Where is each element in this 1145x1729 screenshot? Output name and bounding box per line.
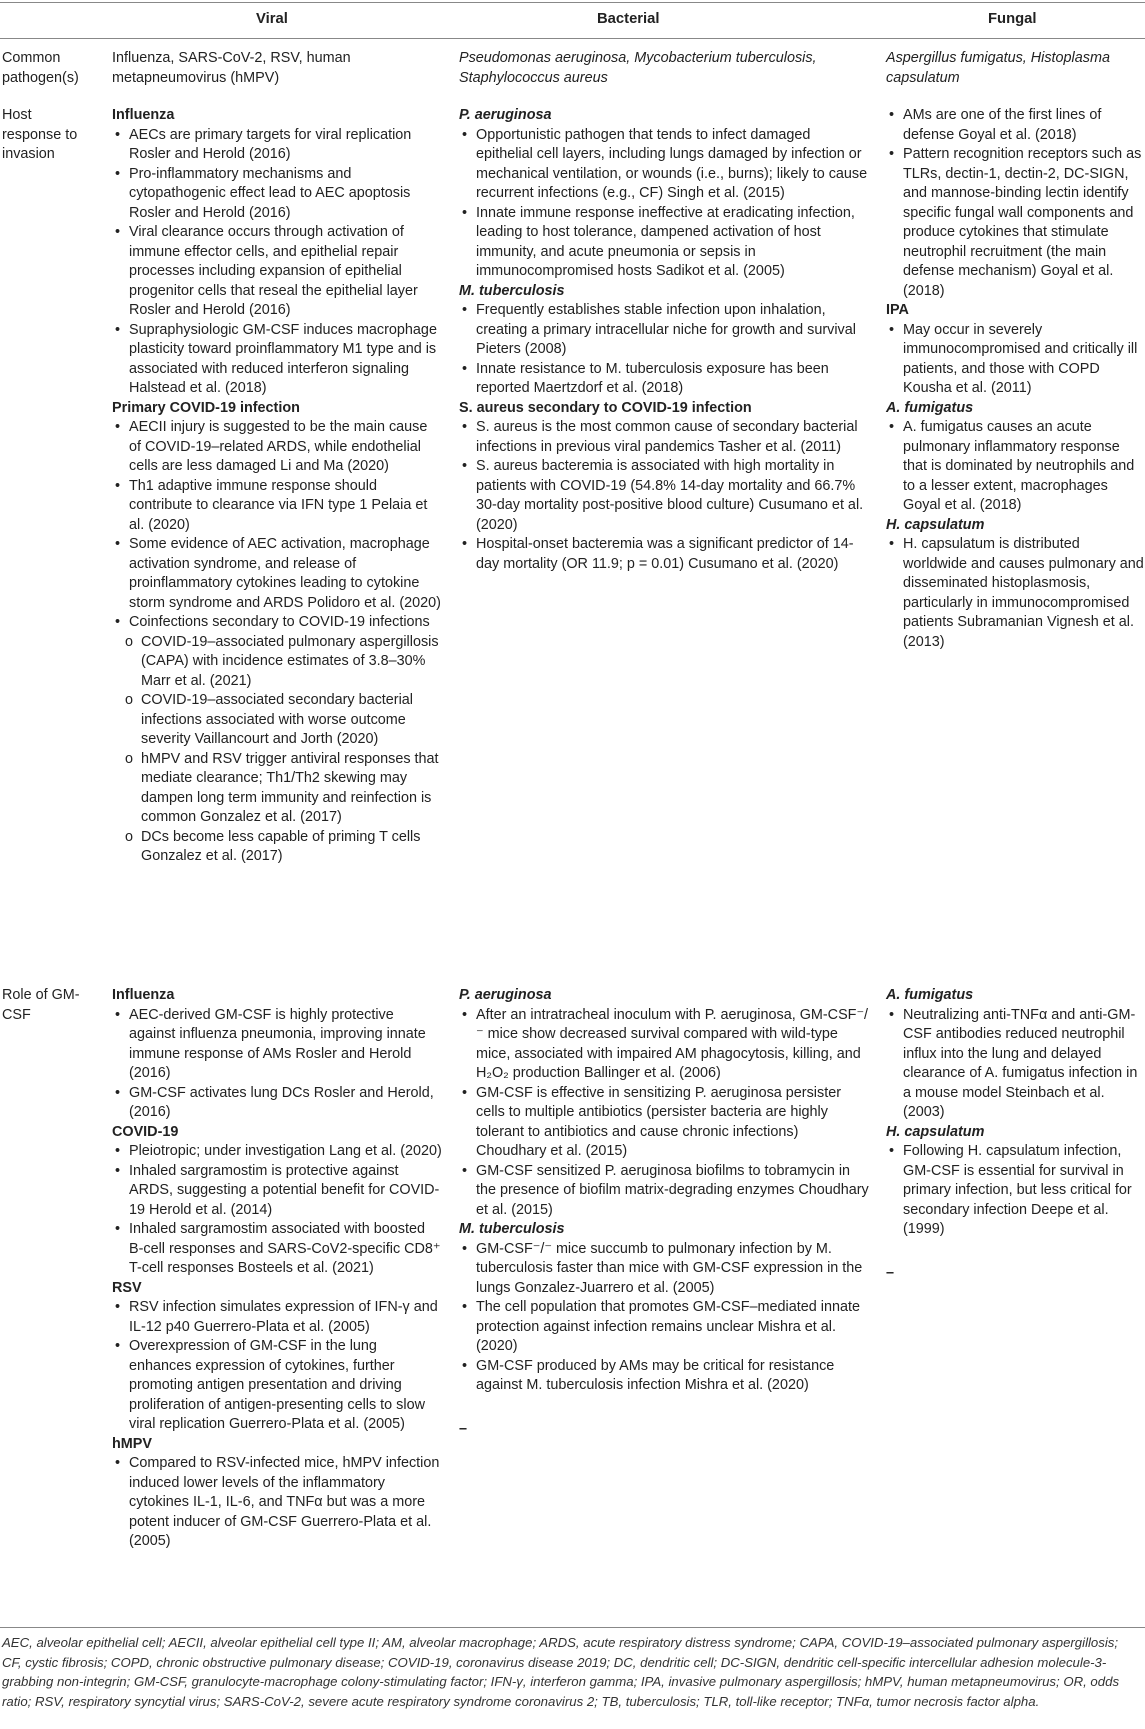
section-heading: IPA [886, 302, 909, 318]
cell-bacterial-host-response [459, 106, 869, 574]
table-footnote: AEC, alveolar epithelial cell; AECII, alveolar epithelial cell type II; AM, alveolar macrophage; ARDS, acute respiratory distress syndrome; CAPA, COVID-19–associated pulmonary aspergillosis; CF, cystic fibrosis; COPD, chronic obstructive pulmonary disease; COVID-19, coronavirus disease 2019; DC, dendritic cell; DC-SIGN, dendritic cell-specific intercellular adhesion molecule-3-grabbing non-integrin; GM-CSF, granulocyte-macrophage colony-stimulating factor; IFN-γ, interferon gamma; IPA, invasive pulmonary aspergillosis; hMPV, human metapneumovirus; OR, odds ratio; RSV, respiratory syncytial virus; SARS-CoV-2, severe acute respiratory syndrome coronavirus 2; TB, tuberculosis; TLR, toll-like receptor; TNFα, tumor necrosis factor alpha. [2, 1635, 1120, 1709]
bullet-item: • The cell population that promotes GM-CSF–mediated innate protection against infection remains unclear Mishra et al. (2020) [459, 1298, 869, 1357]
bullet-item: • Inhaled sargramostim associated with boosted B-cell responses and SARS-CoV2-specific CD8⁺ T-cell responses Bosteels et al. (2021) [112, 1220, 442, 1279]
bullet-item: • GM-CSF is effective in sensitizing P. aeruginosa persister cells to multiple antibiotics (persister bacteria are highly tolerant to antibiotics and cause chronic infections) Choudhary et al. (2015) [459, 1084, 869, 1162]
section-heading: COVID-19 [112, 1123, 179, 1140]
section-heading: A. fumigatus [886, 987, 974, 1003]
bullet-item: • S. aureus is the most common cause of secondary bacterial infections in previous viral pandemics Tasher et al. (2011) [459, 418, 869, 457]
bullet-item: • A. fumigatus causes an acute pulmonary inflammatory response that is dominated by neutrophils and to a lesser extent, macrophages Goyal et al. (2018) [886, 418, 1144, 516]
bullet-item: • Hospital-onset bacteremia was a significant predictor of 14-day mortality (OR 11.9; p = 0.01) Cusumano et al. (2020) [459, 535, 869, 574]
bullet-item: • May occur in severely immunocompromised and critically ill patients, and those with COPD Kousha et al. (2011) [886, 321, 1144, 399]
bullet-item: • RSV infection simulates expression of IFN-γ and IL-12 p40 Guerrero-Plata et al. (2005) [112, 1298, 442, 1337]
table-bottom-rule [0, 1627, 1145, 1628]
section-heading: H. capsulatum [886, 1123, 985, 1140]
cell-fungal-role-gmcsf [886, 986, 1144, 1283]
bullet-item: • Opportunistic pathogen that tends to infect damaged epithelial cell layers, including lungs damaged by infection or mechanical ventilation, or wounds (i.e., burns); likely to cause recurrent infections (e.g., CF) Singh et al. (2015) [459, 126, 869, 204]
table-top-rule [0, 2, 1145, 3]
cell-text: Aspergillus fumigatus, Histoplasma capsulatum [886, 50, 1110, 86]
section-heading: Primary COVID-19 infection [112, 399, 300, 416]
bullet-item: • Neutralizing anti-TNFα and anti-GM-CSF antibodies reduced neutrophil influx into the lung and delayed clearance of A. fumigatus infection in a mouse model Steinbach et al. (2003) [886, 1006, 1144, 1123]
bullet-item: • Coinfections secondary to COVID-19 infections [112, 613, 442, 633]
section-heading: M. tuberculosis [459, 282, 565, 299]
bullet-item: • Overexpression of GM-CSF in the lung enhances expression of cytokines, further promoting antigen presentation and driving proliferation of antigen-presenting cells to slow viral replication Guerrero-Plata et al. (2005) [112, 1337, 442, 1435]
bullet-item: • Pro-inflammatory mechanisms and cytopathogenic effect lead to AEC apoptosis Rosler and Herold (2016) [112, 165, 442, 224]
bullet-item: • Innate immune response ineffective at eradicating infection, leading to host tolerance, dampened activation of host immunity, and acute pneumonia or sepsis in immunocompromised hosts Sadikot et al. (2005) [459, 204, 869, 282]
section-heading: S. aureus secondary to COVID-19 infection [459, 399, 752, 416]
bullet-item: • Th1 adaptive immune response should contribute to clearance via IFN type 1 Pelaia et al. (2020) [112, 477, 442, 536]
section-heading: P. aeruginosa [459, 107, 552, 123]
sub-bullet-item: o hMPV and RSV trigger antiviral responses that mediate clearance; Th1/Th2 skewing may dampen long term immunity and reinfection is common Gonzalez et al. (2017) [112, 750, 442, 828]
column-header-bacterial: Bacterial [597, 11, 660, 27]
bullet-item: • Innate resistance to M. tuberculosis exposure has been reported Maertzdorf et al. (2018) [459, 360, 869, 399]
bullet-item: • Pattern recognition receptors such as TLRs, dectin-1, dectin-2, DC-SIGN, and mannose-binding lectin identify specific fungal wall components and produce cytokines that stimulate neutrophil recruitment (the main defense mechanism) Goyal et al. (2018) [886, 145, 1144, 301]
column-header-viral: Viral [256, 11, 288, 27]
cell-bacterial-common-pathogens [459, 49, 869, 88]
row-label-host-response: Host response to invasion [2, 107, 78, 162]
bullet-item: • GM-CSF activates lung DCs Rosler and Herold, (2016) [112, 1084, 442, 1123]
cell-viral-host-response [112, 106, 442, 867]
bullet-item: • GM-CSF sensitized P. aeruginosa biofilms to tobramycin in the presence of biofilm matrix-degrading enzymes Choudhary et al. (2015) [459, 1162, 869, 1221]
bullet-item: • GM-CSF produced by AMs may be critical for resistance against M. tuberculosis infection Mishra et al. (2020) [459, 1357, 869, 1396]
header-bottom-rule [0, 38, 1145, 39]
section-heading: P. aeruginosa [459, 987, 552, 1003]
section-heading: RSV [112, 1279, 142, 1296]
section-heading: Influenza [112, 107, 175, 123]
bullet-item: • AECs are primary targets for viral replication Rosler and Herold (2016) [112, 126, 442, 165]
bullet-item: • Pleiotropic; under investigation Lang et al. (2020) [112, 1142, 442, 1162]
section-heading: M. tuberculosis [459, 1221, 565, 1237]
sub-bullet-item: o COVID-19–associated pulmonary aspergillosis (CAPA) with incidence estimates of 3.8–30% Marr et al. (2021) [112, 633, 442, 692]
bullet-item: • S. aureus bacteremia is associated with high mortality in patients with COVID-19 (54.8% 14-day mortality and 66.7% 30-day mortality post-positive blood culture) Cusumano et al. (2020) [459, 457, 869, 535]
bullet-item: • Supraphysiologic GM-CSF induces macrophage plasticity toward proinflammatory M1 type and is associated with reduced interferon signaling Halstead et al. (2018) [112, 321, 442, 399]
section-heading: Influenza [112, 987, 175, 1003]
bullet-item: • Inhaled sargramostim is protective against ARDS, suggesting a potential benefit for COVID-19 Herold et al. (2014) [112, 1162, 442, 1221]
section-heading: H. capsulatum [886, 516, 985, 533]
bullet-item: • AECII injury is suggested to be the main cause of COVID-19–related ARDS, while endothelial cells are less damaged Li and Ma (2020) [112, 418, 442, 477]
cell-text: Influenza, SARS-CoV-2, RSV, human metapneumovirus (hMPV) [112, 50, 351, 86]
column-header-fungal: Fungal [988, 11, 1037, 27]
sub-bullet-item: o DCs become less capable of priming T cells Gonzalez et al. (2017) [112, 828, 442, 867]
bullet-item: • H. capsulatum is distributed worldwide and causes pulmonary and disseminated histoplasmosis, particularly in immunocompromised patients Subramanian Vignesh et al. (2013) [886, 535, 1144, 652]
bullet-item: • Some evidence of AEC activation, macrophage activation syndrome, and release of proinflammatory cytokines leading to cytokine storm syndrome and ARDS Polidoro et al. (2020) [112, 535, 442, 613]
row-label-common-pathogens: Common pathogen(s) [2, 50, 79, 86]
row-label-role-gmcsf: Role of GM-CSF [2, 987, 80, 1023]
section-heading: hMPV [112, 1435, 152, 1452]
cell-bacterial-role-gmcsf [459, 986, 869, 1439]
bullet-item: • GM-CSF⁻/⁻ mice succumb to pulmonary infection by M. tuberculosis faster than mice with GM-CSF expression in the lungs Gonzalez-Juarrero et al. (2005) [459, 1240, 869, 1299]
bullet-item: • Following H. capsulatum infection, GM-CSF is essential for survival in primary infection, but less critical for secondary infection Deepe et al. (1999) [886, 1142, 1144, 1240]
section-heading: A. fumigatus [886, 399, 974, 416]
bullet-item: • Compared to RSV-infected mice, hMPV infection induced lower levels of the inflammatory cytokines IL-1, IL-6, and TNFα but was a more potent inducer of GM-CSF Guerrero-Plata et al. (2005) [112, 1454, 442, 1552]
bullet-item: • Viral clearance occurs through activation of immune effector cells, and epithelial repair processes including expansion of epithelial progenitor cells that reseal the epithelial layer Rosler and Herold (2016) [112, 223, 442, 321]
cell-viral-common-pathogens [112, 49, 442, 88]
bullet-item: • Frequently establishes stable infection upon inhalation, creating a primary intracellular niche for growth and survival Pieters (2008) [459, 301, 869, 360]
empty-dash: – [459, 1420, 468, 1437]
bullet-item: • AEC-derived GM-CSF is highly protective against influenza pneumonia, improving innate immune response of AMs Rosler and Herold (2016) [112, 1006, 442, 1084]
cell-fungal-host-response [886, 106, 1144, 652]
bullet-item: • After an intratracheal inoculum with P. aeruginosa, GM-CSF⁻/⁻ mice show decreased survival compared with wild-type mice, associated with impaired AM phagocytosis, killing, and H₂O₂ production Ballinger et al. (2006) [459, 1006, 869, 1084]
bullet-item: • AMs are one of the first lines of defense Goyal et al. (2018) [886, 106, 1144, 145]
cell-text: Pseudomonas aeruginosa, Mycobacterium tuberculosis, Staphylococcus aureus [459, 50, 817, 86]
sub-bullet-item: o COVID-19–associated secondary bacterial infections associated with worse outcome severity Vaillancourt and Jorth (2020) [112, 691, 442, 750]
cell-fungal-common-pathogens [886, 49, 1144, 88]
cell-viral-role-gmcsf [112, 986, 442, 1552]
empty-dash: – [886, 1264, 895, 1281]
